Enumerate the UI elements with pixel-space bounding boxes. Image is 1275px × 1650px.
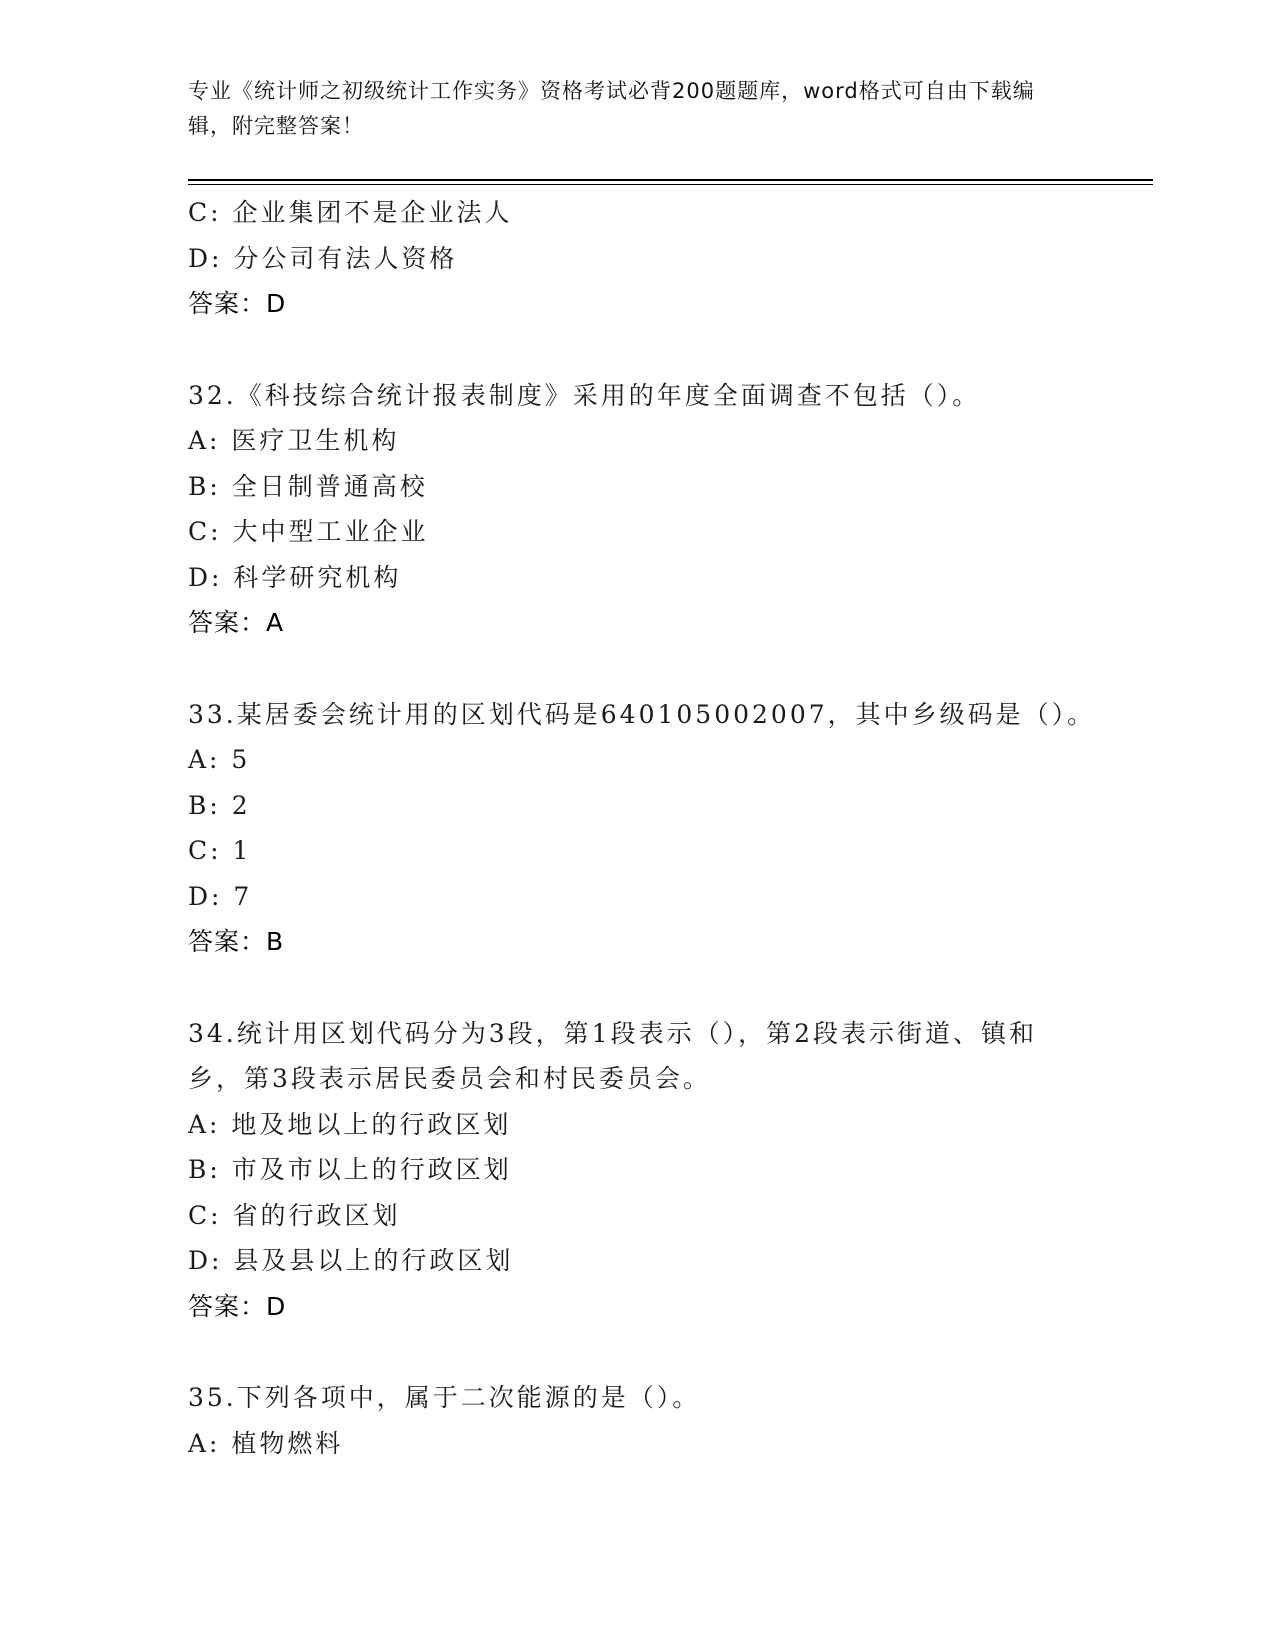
header-divider-thin [188,184,1153,185]
question-34 [188,1011,1088,1330]
header-divider-thick [188,179,1153,181]
answer-line: 答案：B [188,927,285,956]
question-stem: 35.下列各项中，属于二次能源的是（）。 [188,1383,701,1412]
answer-line: 答案：A [188,608,285,637]
spacer [188,1329,1088,1375]
option-b: B: 2 [188,790,251,820]
option-c: C: 大中型工业企业 [188,517,429,546]
question-stem: 34.统计用区划代码分为3段，第1段表示（），第2段表示街道、镇和乡，第3段表示居民委员会和村民委员会。 [188,1018,1037,1093]
option-a: A: 5 [188,745,251,774]
question-35 [188,1375,1088,1466]
option-b: B: 全日制普通高校 [188,471,428,501]
option-d: D: 科学研究机构 [188,562,402,592]
option-d: D: 县及县以上的行政区划 [188,1246,514,1275]
option-c: C: 1 [188,836,252,865]
question-31-tail [188,190,1088,327]
answer-line: 答案：D [188,1291,287,1321]
question-stem: 33.某居委会统计用的区划代码是640105002007，其中乡级码是（）。 [188,699,1096,729]
option-d: D: 7 [188,881,253,911]
question-stem: 32.《科技综合统计报表制度》采用的年度全面调查不包括（）。 [188,380,981,410]
option-a: A: 植物燃料 [188,1428,344,1458]
spacer [188,965,1088,1011]
option-b: B: 市及市以上的行政区划 [188,1155,512,1184]
document-body [188,190,1096,1466]
question-32 [188,373,1088,646]
option-a: A: 地及地以上的行政区划 [188,1109,512,1139]
spacer [188,327,1088,373]
option-a: A: 医疗卫生机构 [188,426,400,455]
answer-line: 答案：D [188,289,287,318]
option-c: C: 企业集团不是企业法人 [188,198,513,227]
option-c: C: 省的行政区划 [188,1200,401,1230]
question-33 [188,692,1096,965]
document-header: 专业《统计师之初级统计工作实务》资格考试必背200题题库，word格式可自由下载编辑，附完整答案！ [188,79,1035,138]
spacer [188,646,1088,692]
option-d: D: 分公司有法人资格 [188,243,458,273]
